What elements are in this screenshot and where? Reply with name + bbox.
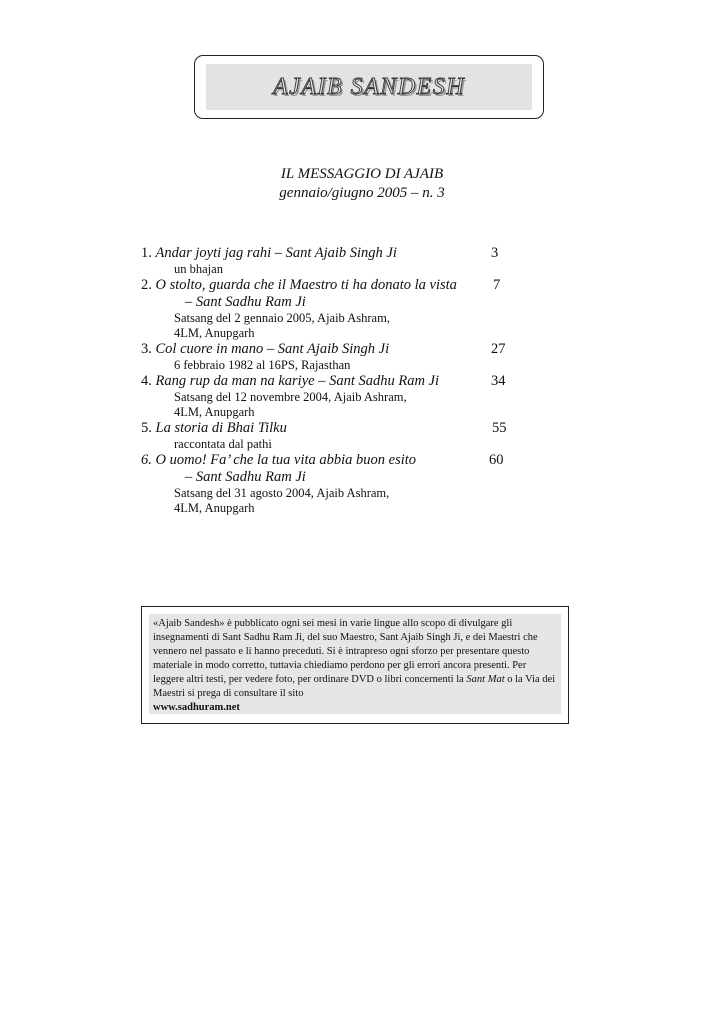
toc-page-number: 55 bbox=[492, 420, 507, 436]
toc-entry bbox=[141, 277, 511, 341]
info-text-after: o la Via dei Maestri si prega di consultare il sito bbox=[153, 674, 556, 699]
toc-entry bbox=[141, 341, 511, 373]
subheading-line1: IL MESSAGGIO DI AJAIB bbox=[280, 166, 444, 182]
toc-description: raccontata dal pathi bbox=[174, 437, 272, 451]
masthead-panel bbox=[206, 64, 532, 110]
website-link[interactable]: www.sadhuram.net bbox=[153, 702, 240, 713]
issue-subheading bbox=[0, 165, 724, 203]
toc-description: Satsang del 2 gennaio 2005, Ajaib Ashram, bbox=[174, 311, 390, 325]
toc-number: 3. bbox=[141, 341, 156, 357]
toc-entry bbox=[141, 452, 511, 516]
toc-title-continuation: – Sant Sadhu Ram Ji bbox=[185, 469, 306, 485]
toc-page-number: 3 bbox=[491, 245, 499, 261]
toc-title-continuation: – Sant Sadhu Ram Ji bbox=[185, 294, 306, 310]
toc-number: 1. bbox=[141, 245, 156, 261]
toc-description: 4LM, Anupgarh bbox=[174, 405, 255, 419]
info-text-italic: Sant Mat bbox=[466, 674, 505, 685]
table-of-contents bbox=[141, 245, 511, 516]
toc-description: 6 febbraio 1982 al 16PS, Rajasthan bbox=[174, 358, 351, 372]
toc-description: 4LM, Anupgarh bbox=[174, 501, 255, 515]
toc-number: 4. bbox=[141, 373, 156, 389]
toc-description: Satsang del 31 agosto 2004, Ajaib Ashram, bbox=[174, 486, 390, 500]
toc-number: 2. bbox=[141, 277, 156, 293]
toc-page-number: 60 bbox=[489, 452, 504, 468]
toc-entry bbox=[141, 245, 511, 277]
toc-number: 5. bbox=[141, 420, 156, 436]
info-text-before: «Ajaib Sandesh» è pubblicato ogni sei mesi in varie lingue allo scopo di divulgare gli insegnamenti di Sant Sadhu Ram Ji, del suo Maestro, Sant Ajaib Singh Ji, e dei Maestri che vennero nel passato e li hanno preceduti. Si è intrapreso ogni sforzo per presentare questo materiale in modo corretto, tuttavia chiediamo perdono per gli errori ancora presenti. Per leggere altri testi, per vedere foto, per ordinare DVD o libri concernenti la bbox=[153, 618, 538, 685]
toc-description: 4LM, Anupgarh bbox=[174, 326, 255, 340]
toc-title: O uomo! Fa’ che la tua vita abbia buon esito bbox=[155, 452, 417, 468]
toc-title: Col cuore in mano – Sant Ajaib Singh Ji bbox=[155, 341, 390, 357]
toc-page-number: 27 bbox=[491, 341, 506, 357]
toc-page-number: 34 bbox=[491, 373, 506, 389]
masthead-title: AJAIB SANDESH bbox=[272, 73, 466, 100]
toc-page-number: 7 bbox=[493, 277, 501, 293]
toc-title: Andar joyti jag rahi – Sant Ajaib Singh Ji bbox=[155, 245, 397, 261]
subheading-line2: gennaio/giugno 2005 – n. 3 bbox=[279, 185, 445, 201]
toc-number: 6. bbox=[141, 452, 156, 468]
masthead-frame bbox=[194, 55, 544, 119]
publication-info-text bbox=[149, 614, 561, 714]
toc-title: O stolto, guarda che il Maestro ti ha donato la vista bbox=[155, 277, 457, 293]
toc-description: un bhajan bbox=[174, 262, 223, 276]
toc-title: Rang rup da man na kariye – Sant Sadhu Ram Ji bbox=[155, 373, 440, 389]
publication-info-box bbox=[141, 606, 569, 724]
toc-entry bbox=[141, 373, 511, 420]
toc-entry bbox=[141, 420, 511, 452]
toc-title: La storia di Bhai Tilku bbox=[155, 420, 287, 436]
toc-description: Satsang del 12 novembre 2004, Ajaib Ashram, bbox=[174, 390, 407, 404]
